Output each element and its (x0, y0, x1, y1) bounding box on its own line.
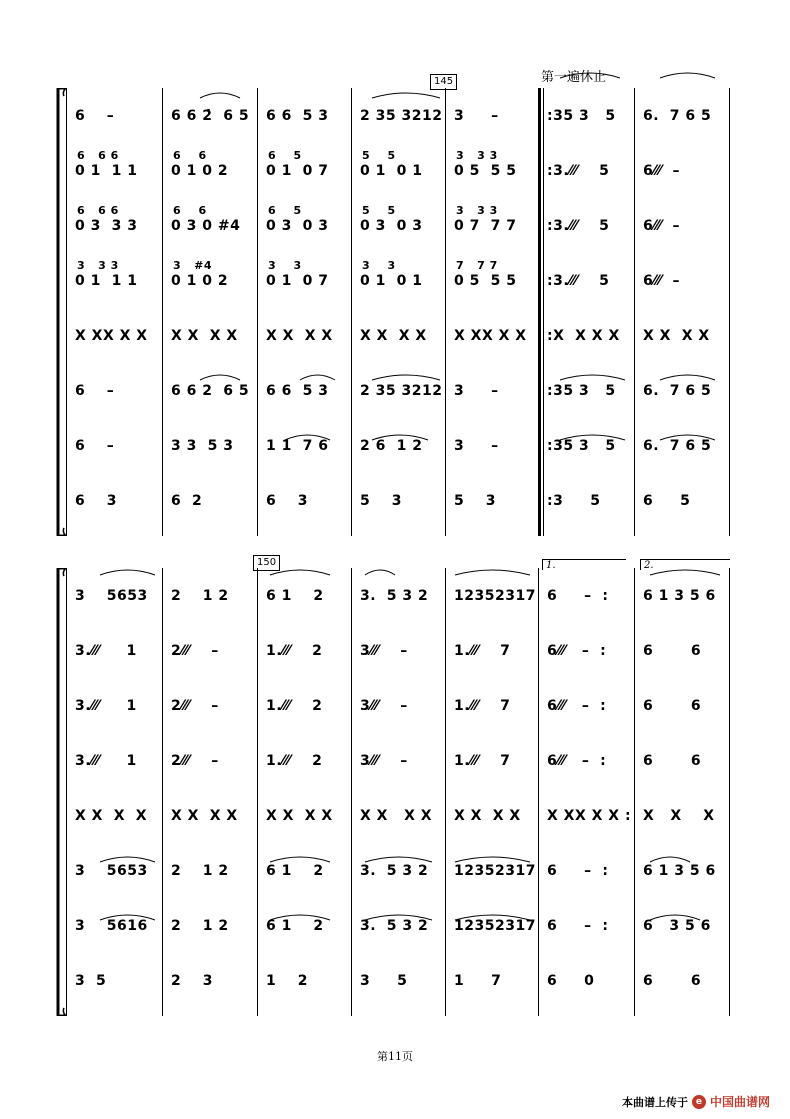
measure: X X X X (360, 808, 433, 824)
measure: 1.⁄⁄⁄ 7 (454, 753, 511, 769)
measure: X X X X (171, 328, 238, 344)
part-row (0, 473, 790, 529)
measure: 2 35 3212 (360, 108, 443, 124)
measure: :35 3 5 (547, 438, 616, 454)
measure: 6 1 3 5 6 (643, 588, 716, 604)
measure: :3.⁄⁄⁄ 5 (547, 163, 610, 179)
measure: 0 7 7 7 (454, 218, 517, 234)
measure: X XX X X : (547, 808, 632, 824)
measure: 0 1 0 7 (266, 273, 329, 289)
part-row (0, 623, 790, 679)
harmony-note: 5 5 (362, 149, 396, 162)
measure: X X X (643, 808, 715, 824)
site-logo-text: 中国曲谱网 (709, 1095, 770, 1109)
measure: 6 – (75, 108, 115, 124)
measure: X XX X X (75, 328, 148, 344)
harmony-note: 6 6 (173, 149, 207, 162)
measure: 1 1 7 6 (266, 438, 329, 454)
part-row (0, 733, 790, 789)
part-row (0, 198, 790, 254)
measure: :35 3 5 (547, 108, 616, 124)
measure: 0 1 1 1 (75, 163, 138, 179)
measure: 6⁄⁄⁄ – : (547, 643, 607, 659)
part-row (0, 843, 790, 899)
measure: 2 1 2 (171, 918, 229, 934)
part-row (0, 253, 790, 309)
harmony-note: 7 7 7 (456, 259, 498, 272)
harmony-note: 6 5 (268, 149, 302, 162)
measure: X X X X (266, 328, 333, 344)
harmony-note: 6 6 6 (77, 149, 119, 162)
measure: 0 1 0 1 (360, 273, 423, 289)
measure: 3 – (454, 438, 499, 454)
measure: 6 6 2̇ 6 5 (171, 108, 250, 124)
measure: 6 3 (266, 493, 308, 509)
credit-text: 本曲谱上传于 (621, 1095, 688, 1109)
measure: 1.⁄⁄⁄ 7 (454, 643, 511, 659)
rehearsal-mark-150: 150 (253, 555, 280, 571)
measure: 6 – (75, 438, 115, 454)
measure: 6 3 5 6 (643, 918, 711, 934)
measure: 3⁄⁄⁄ – (360, 753, 408, 769)
measure: 2 6 1 2 (360, 438, 423, 454)
measure: :3 5 (547, 493, 601, 509)
page-number: 第11页 (377, 1050, 413, 1063)
slur-arc (660, 73, 715, 78)
harmony-note: 5 5 (362, 204, 396, 217)
measure: 12352317 (454, 588, 536, 604)
measure: 6 3 (75, 493, 117, 509)
measure: 6 1 2 (266, 588, 324, 604)
measure: 3 3 5 3 (171, 438, 234, 454)
measure: X X X X (454, 808, 521, 824)
harmony-note: 3 3 3 (456, 204, 498, 217)
measure: 0 1 0 2 (171, 273, 229, 289)
measure: 3 5653 (75, 588, 148, 604)
system-1 (0, 88, 790, 536)
measure: 0 1 0 7 (266, 163, 329, 179)
site-credit (622, 1093, 770, 1110)
harmony-note: 6 6 6 (77, 204, 119, 217)
measure: 6 6 (643, 973, 702, 989)
measure: 6. 7 6 5 (643, 108, 712, 124)
measure: 6 6 5 3 (266, 108, 329, 124)
measure: X X X X (643, 328, 710, 344)
harmony-note: 3 3 (268, 259, 302, 272)
measure: 2 35 3212 (360, 383, 443, 399)
measure: 0 1 1 1 (75, 273, 138, 289)
measure: 3 – (454, 383, 499, 399)
measure: 12352317 (454, 918, 536, 934)
part-row (0, 418, 790, 474)
measure: X XX X X (454, 328, 527, 344)
measure: :3.⁄⁄⁄ 5 (547, 273, 610, 289)
measure: 6 6 (643, 698, 702, 714)
measure: X X X X (75, 808, 148, 824)
system-2 (0, 568, 790, 1016)
part-row (0, 143, 790, 199)
part-row (0, 88, 790, 144)
measure: 3 5 (360, 973, 408, 989)
measure: 6 6 2 6 5 (171, 383, 250, 399)
measure: 6 6 5 3 (266, 383, 329, 399)
measure: 6⁄⁄⁄ – (643, 273, 681, 289)
measure: 6 – (75, 383, 115, 399)
measure: :35 3 5 (547, 383, 616, 399)
measure: 6 – : (547, 863, 609, 879)
measure: 12352317 (454, 863, 536, 879)
measure: 0 1 0 1 (360, 163, 423, 179)
measure: 3 – (454, 108, 499, 124)
measure: 6 6 (643, 753, 702, 769)
measure: 3.⁄⁄⁄ 1 (75, 643, 137, 659)
harmony-note: 3 3 3 (456, 149, 498, 162)
measure: 1.⁄⁄⁄ 7 (454, 698, 511, 714)
rehearsal-mark-145: 145 (430, 74, 457, 90)
measure: 3⁄⁄⁄ – (360, 643, 408, 659)
measure: 0 5 5 5 (454, 273, 517, 289)
site-logo-icon: e (692, 1095, 706, 1109)
measure: X X X X (171, 808, 238, 824)
measure: 3. 5 3 2 (360, 588, 429, 604)
measure: 2⁄⁄⁄ – (171, 753, 219, 769)
measure: 6 0 (547, 973, 595, 989)
measure: 6 2 (171, 493, 203, 509)
measure: 6 1 2 (266, 863, 324, 879)
measure: 3.⁄⁄⁄ 1 (75, 753, 137, 769)
measure: 2 1 2 (171, 863, 229, 879)
harmony-note: 3 3 3 (77, 259, 119, 272)
part-row (0, 953, 790, 1009)
measure: X X X X (266, 808, 333, 824)
measure: 3. 5 3 2 (360, 918, 429, 934)
measure: 6⁄⁄⁄ – (643, 163, 681, 179)
harmony-note: 3 3 (362, 259, 396, 272)
part-row (0, 678, 790, 734)
part-row (0, 898, 790, 954)
measure: 6 1 3 5 6 (643, 863, 716, 879)
measure: 3⁄⁄⁄ – (360, 698, 408, 714)
measure: 6 5 (643, 493, 691, 509)
second-ending-bracket: 2. (640, 559, 730, 570)
measure: 6 – : (547, 588, 609, 604)
measure: 2 3 (171, 973, 213, 989)
measure: 6. 7 6 5 (643, 383, 712, 399)
first-ending-bracket: 1. (542, 559, 626, 570)
measure: 3. 5 3 2 (360, 863, 429, 879)
measure: :X X X X (547, 328, 620, 344)
measure: 0 3 3 3 (75, 218, 138, 234)
measure: 5 3 (454, 493, 496, 509)
measure: 3 5616 (75, 918, 148, 934)
measure: 2⁄⁄⁄ – (171, 643, 219, 659)
measure: 1.⁄⁄⁄ 2 (266, 643, 323, 659)
measure: 3 5653 (75, 863, 148, 879)
measure: 1.⁄⁄⁄ 2 (266, 698, 323, 714)
measure: X X X X (360, 328, 427, 344)
part-row (0, 568, 790, 624)
harmony-note: 6 6 (173, 204, 207, 217)
tacet-annotation: 第一遍休止 (541, 70, 607, 85)
measure: :3.⁄⁄⁄ 5 (547, 218, 610, 234)
measure: 1.⁄⁄⁄ 2 (266, 753, 323, 769)
measure: 6⁄⁄⁄ – : (547, 753, 607, 769)
measure: 6. 7 6 5 (643, 438, 712, 454)
measure: 0 3 0 3 (360, 218, 423, 234)
measure: 6 1 2 (266, 918, 324, 934)
measure: 2 1 2 (171, 588, 229, 604)
measure: 0 3 0 #4 (171, 218, 241, 234)
measure: 5 3 (360, 493, 402, 509)
harmony-note: 3 #4 (173, 259, 213, 272)
measure: 6 – : (547, 918, 609, 934)
measure: 6⁄⁄⁄ – (643, 218, 681, 234)
measure: 1 7 (454, 973, 502, 989)
measure: 0 3 0 3 (266, 218, 329, 234)
measure: 3.⁄⁄⁄ 1 (75, 698, 137, 714)
harmony-note: 6 5 (268, 204, 302, 217)
measure: 0 5 5 5 (454, 163, 517, 179)
part-row (0, 363, 790, 419)
measure: 6 6 (643, 643, 702, 659)
measure: 3 5 (75, 973, 107, 989)
part-row (0, 308, 790, 364)
measure: 0 1 0 2 (171, 163, 229, 179)
part-row (0, 788, 790, 844)
measure: 1 2 (266, 973, 308, 989)
measure: 2⁄⁄⁄ – (171, 698, 219, 714)
measure: 6⁄⁄⁄ – : (547, 698, 607, 714)
